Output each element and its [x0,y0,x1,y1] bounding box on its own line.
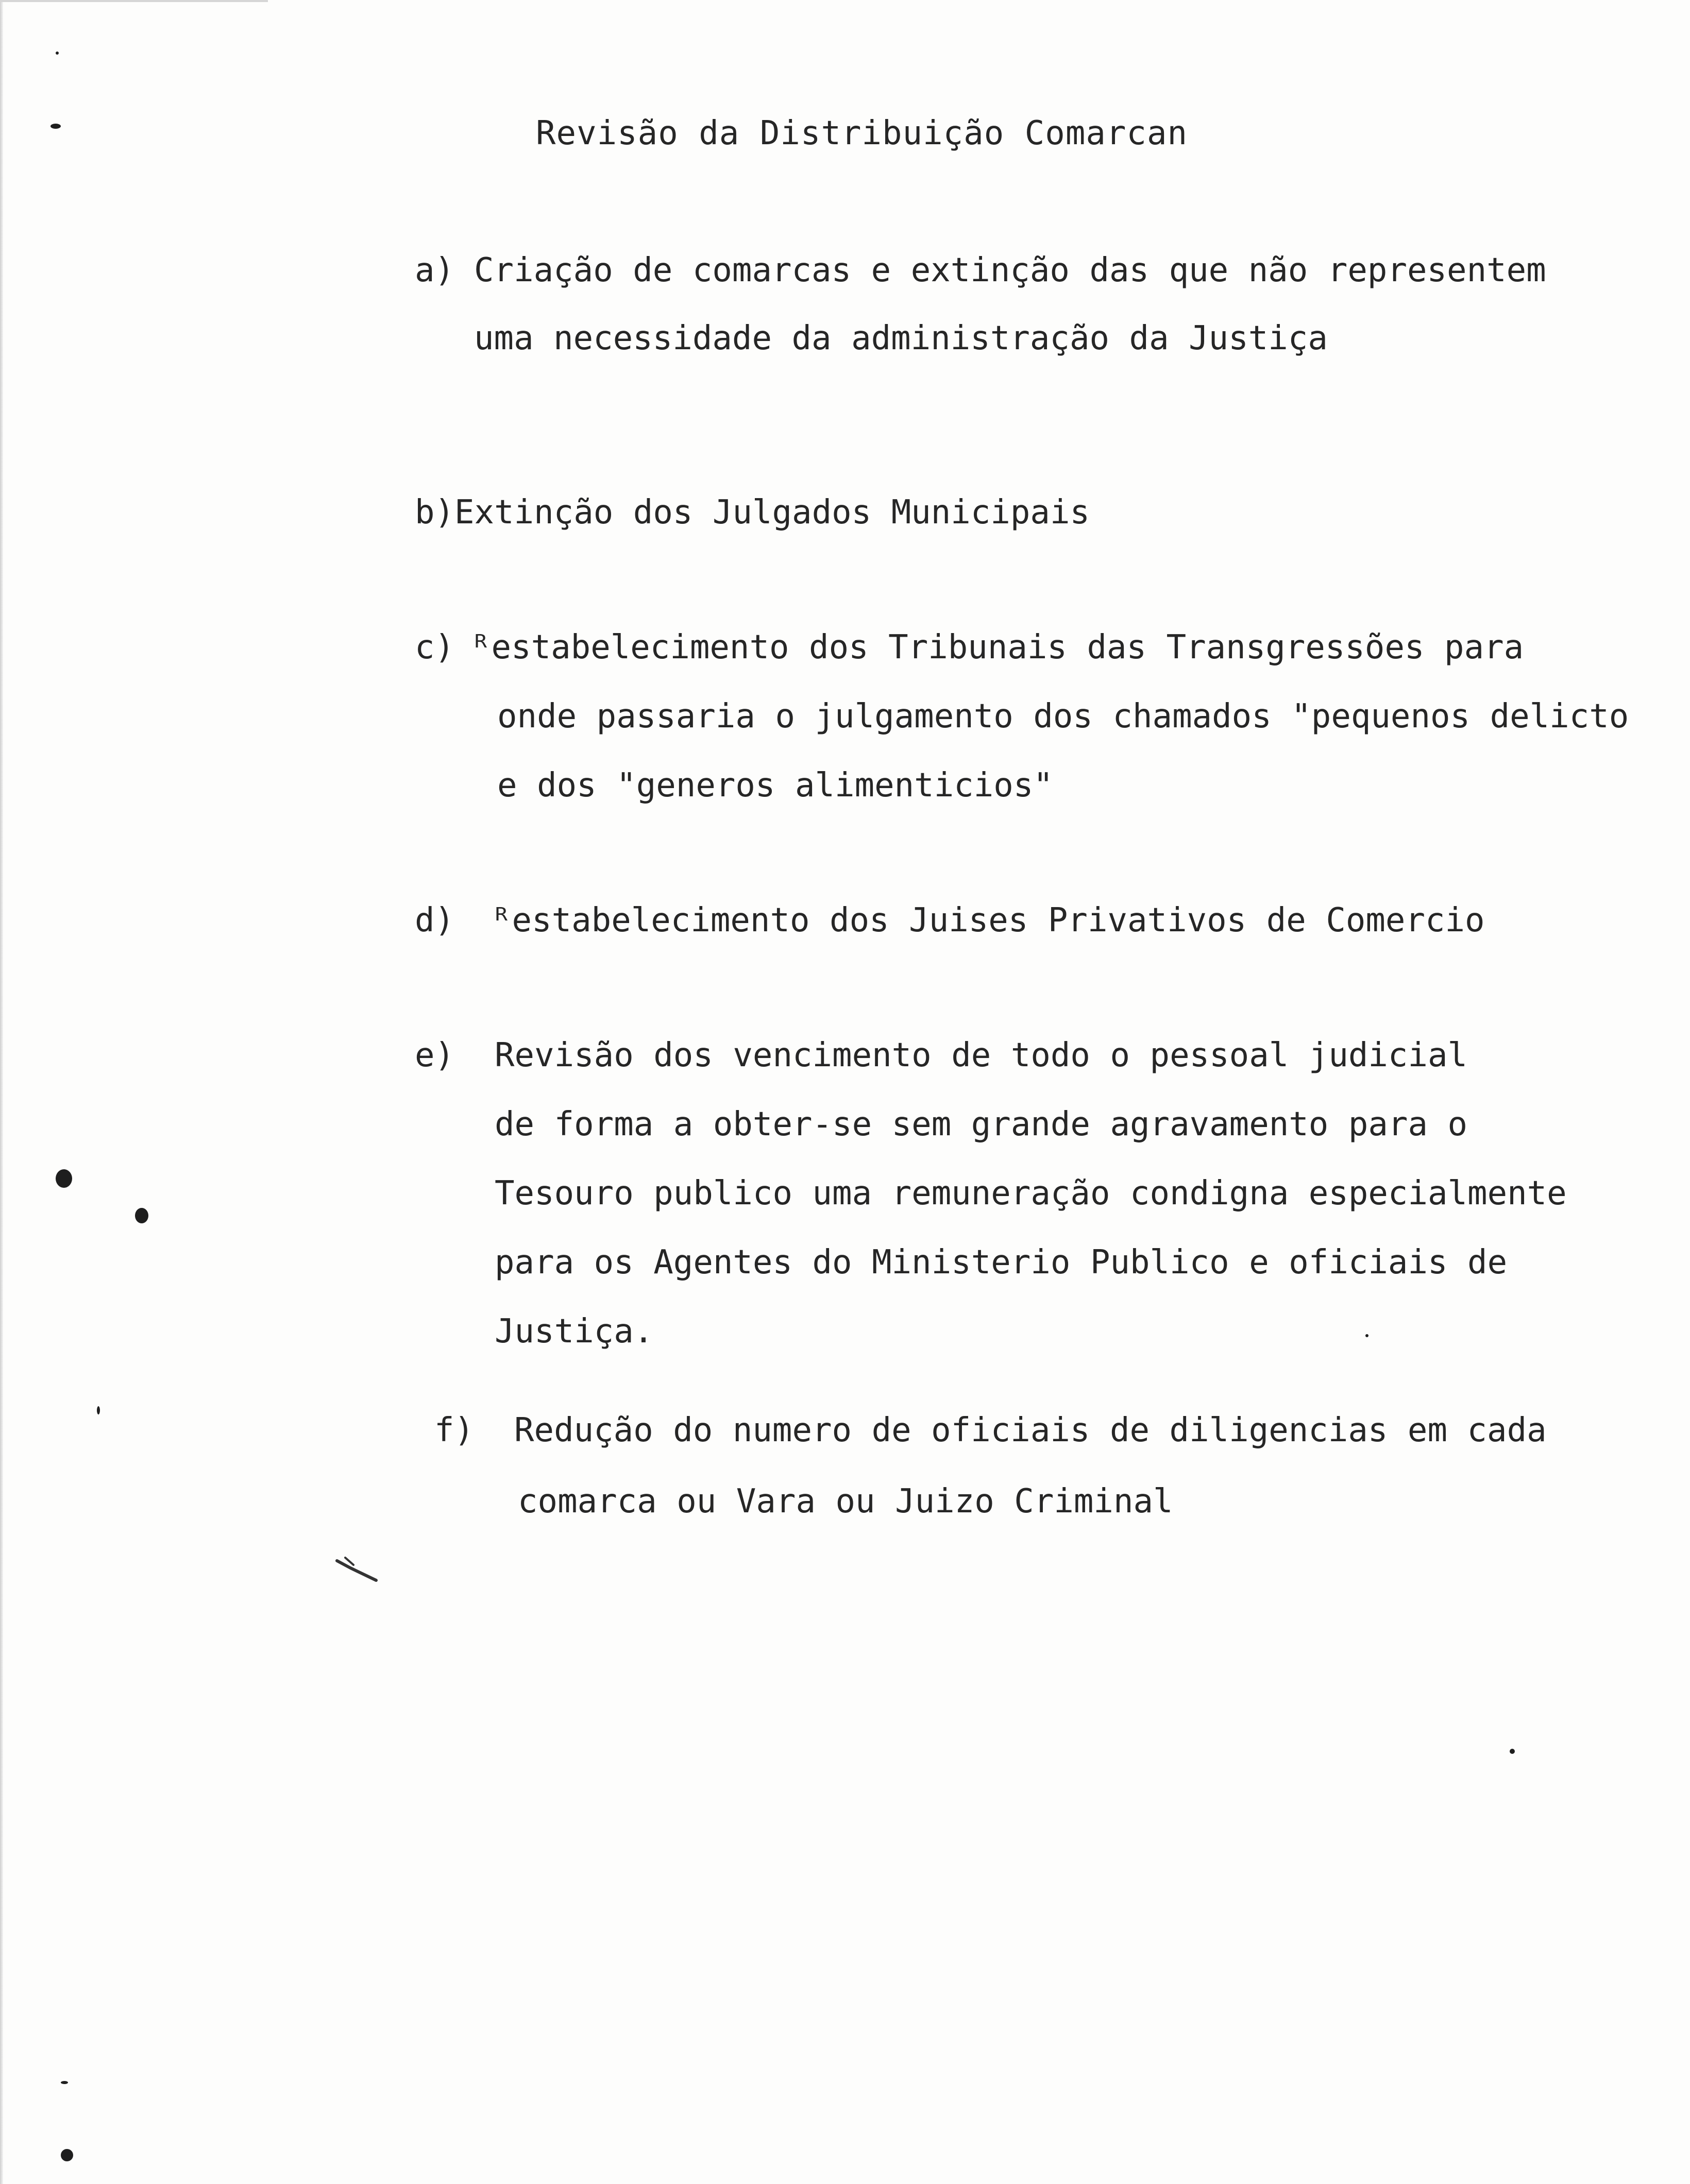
item-b-marker: b) [415,493,455,532]
item-f-marker: f) [434,1411,475,1449]
pen-stroke-mark [335,1556,381,1586]
scan-top-edge [0,0,268,2]
document-title: Revisão da Distribuição Comarcan [536,114,1188,152]
ink-speck [1365,1334,1368,1337]
item-d-marker: d) [415,901,455,940]
item-d-line-1: ᴿestabelecimento dos Juises Privativos de Comercio [492,901,1485,940]
item-a-line-2: uma necessidade da administração da Justiça [474,319,1328,357]
item-c-line-1: ᴿestabelecimento dos Tribunais das Transgressões para [471,628,1524,667]
item-e-line-4: para os Agentes do Ministerio Publico e oficiais de [495,1243,1508,1282]
item-f-line-2: comarca ou Vara ou Juizo Criminal [518,1482,1173,1521]
item-c-marker: c) [415,628,455,667]
item-c-line-3: e dos "generos alimenticios" [497,766,1053,805]
item-e-line-2: de forma a obter-se sem grande agravamento para o [495,1105,1468,1144]
ink-speck [1510,1749,1515,1754]
scan-left-edge [0,0,3,2184]
item-b-line-1: Extinção dos Julgados Municipais [454,493,1090,532]
item-c-line-2: onde passaria o julgamento dos chamados "pequenos delicto [497,697,1629,736]
item-e-line-3: Tesouro publico uma remuneração condigna especialmente [495,1174,1567,1213]
item-f-line-1: Redução do numero de oficiais de diligencias em cada [514,1411,1547,1449]
ink-speck [50,124,61,129]
ink-speck [56,52,59,55]
ink-speck [61,2149,73,2161]
ink-speck [97,1406,100,1414]
item-e-line-5: Justiça. [495,1312,654,1351]
ink-speck [135,1208,148,1223]
item-e-line-1: Revisão dos vencimento de todo o pessoal judicial [495,1036,1468,1074]
ink-speck [56,1169,72,1188]
ink-speck [61,2081,68,2084]
item-e-marker: e) [415,1036,455,1074]
item-a-marker: a) [415,251,455,289]
item-a-line-1: Criação de comarcas e extinção das que não representem [474,251,1546,289]
